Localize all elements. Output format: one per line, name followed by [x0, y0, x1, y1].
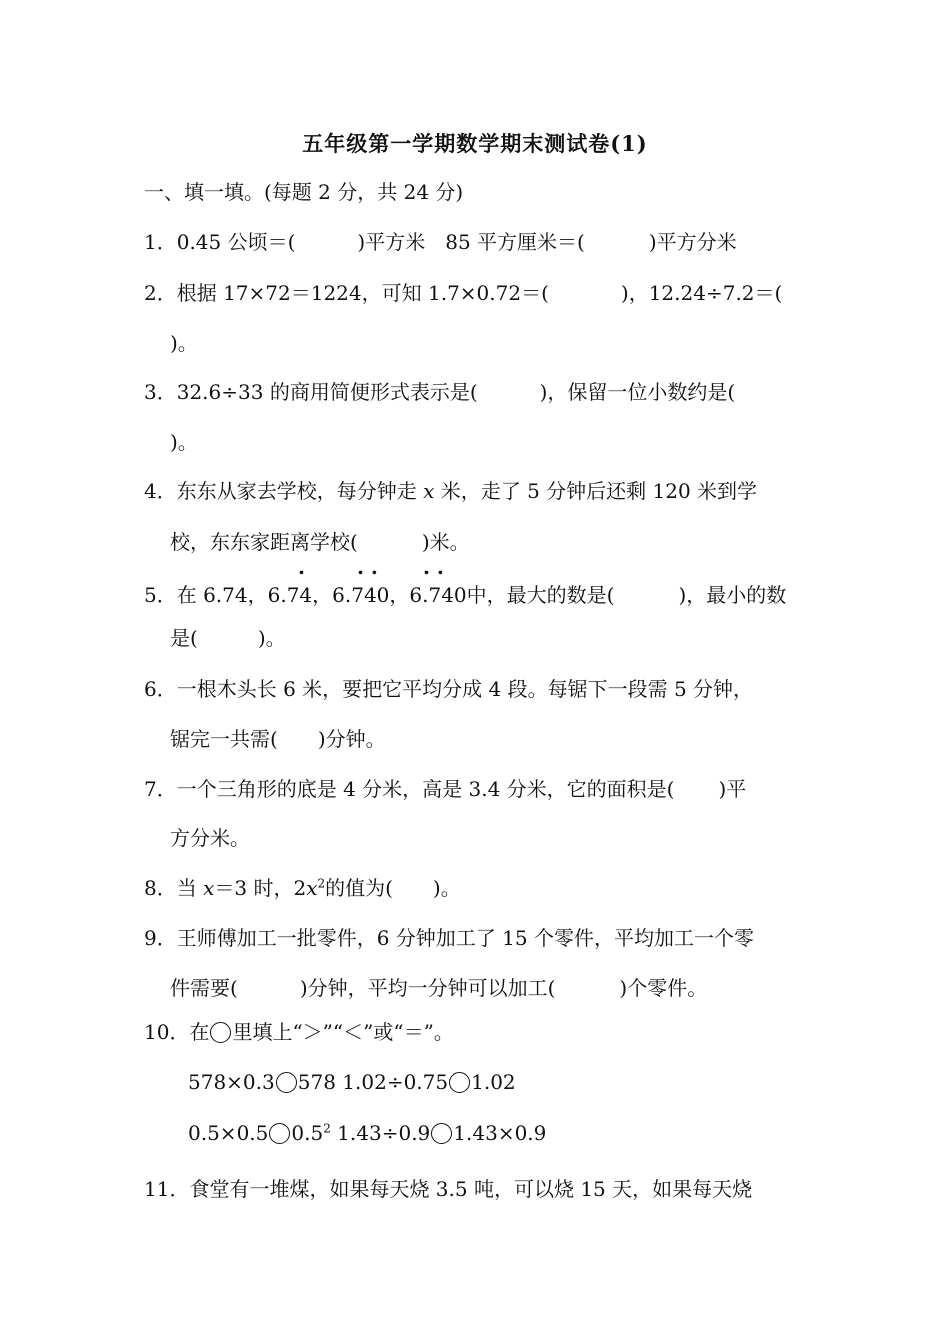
- question-2: 2．根据 17×72＝1224，可知 1.7×0.72＝( )，12.24÷7.2＝(: [144, 281, 783, 305]
- question-9-cont: 件需要( )分钟，平均一分钟可以加工( )个零件。: [170, 976, 708, 1000]
- question-10-row-1: 578×0.3 578 1.02÷0.75 1.02: [188, 1070, 516, 1094]
- question-4-cont: 校，东东家距离学校( )米。: [170, 530, 470, 554]
- answer-circle-icon: [449, 1072, 470, 1093]
- question-11: 11．食堂有一堆煤，如果每天烧 3.5 吨，可以烧 15 天，如果每天烧: [144, 1177, 753, 1201]
- repeating-dot-3: . .: [423, 555, 444, 579]
- repeating-dot-1: .: [298, 555, 305, 579]
- question-8: 8．当 x＝3 时，$2x^2$的值为( )。: [144, 876, 461, 900]
- question-1: 1．0.45 公顷＝( )平方米 85 平方厘米＝( )平方分米: [144, 230, 737, 254]
- question-6-cont: 锯完一共需( )分钟。: [170, 727, 386, 751]
- answer-circle-icon: [431, 1123, 452, 1144]
- question-10-row-2: 0.5×0.5 $0.5^2$ 1.43÷0.9 1.43×0.9: [188, 1121, 547, 1145]
- question-5-cont: 是( )。: [170, 626, 286, 650]
- compare-circle-icon: [210, 1022, 231, 1043]
- question-7-cont: 方分米。: [170, 826, 250, 850]
- repeating-dot-2: . .: [357, 555, 378, 579]
- section-heading: 一、填一填。(每题 2 分，共 24 分): [144, 180, 464, 204]
- question-4: 4．东东从家去学校，每分钟走 x 米，走了 5 分钟后还剩 120 米到学: [144, 479, 758, 503]
- question-3: 3．32.6÷33 的商用简便形式表示是( )，保留一位小数约是(: [144, 380, 736, 404]
- question-3-cont: )。: [170, 430, 198, 454]
- page-title: 五年级第一学期数学期末测试卷(1): [302, 131, 648, 156]
- question-7: 7．一个三角形的底是 4 分米，高是 3.4 分米，它的面积是( )平: [144, 777, 747, 801]
- question-9: 9．王师傅加工一批零件，6 分钟加工了 15 个零件，平均加工一个零: [144, 926, 754, 950]
- answer-circle-icon: [269, 1123, 290, 1144]
- question-2-cont: )。: [170, 331, 198, 355]
- question-10: 10．在 里填上“＞”“＜”或“＝”。: [144, 1020, 454, 1044]
- answer-circle-icon: [276, 1072, 297, 1093]
- question-5: 5．在 6.74，6.74，6.740，6.740中，最大的数是( )，最小的数: [144, 583, 787, 607]
- question-6: 6．一根木头长 6 米，要把它平均分成 4 段。每锯下一段需 5 分钟，: [144, 677, 754, 701]
